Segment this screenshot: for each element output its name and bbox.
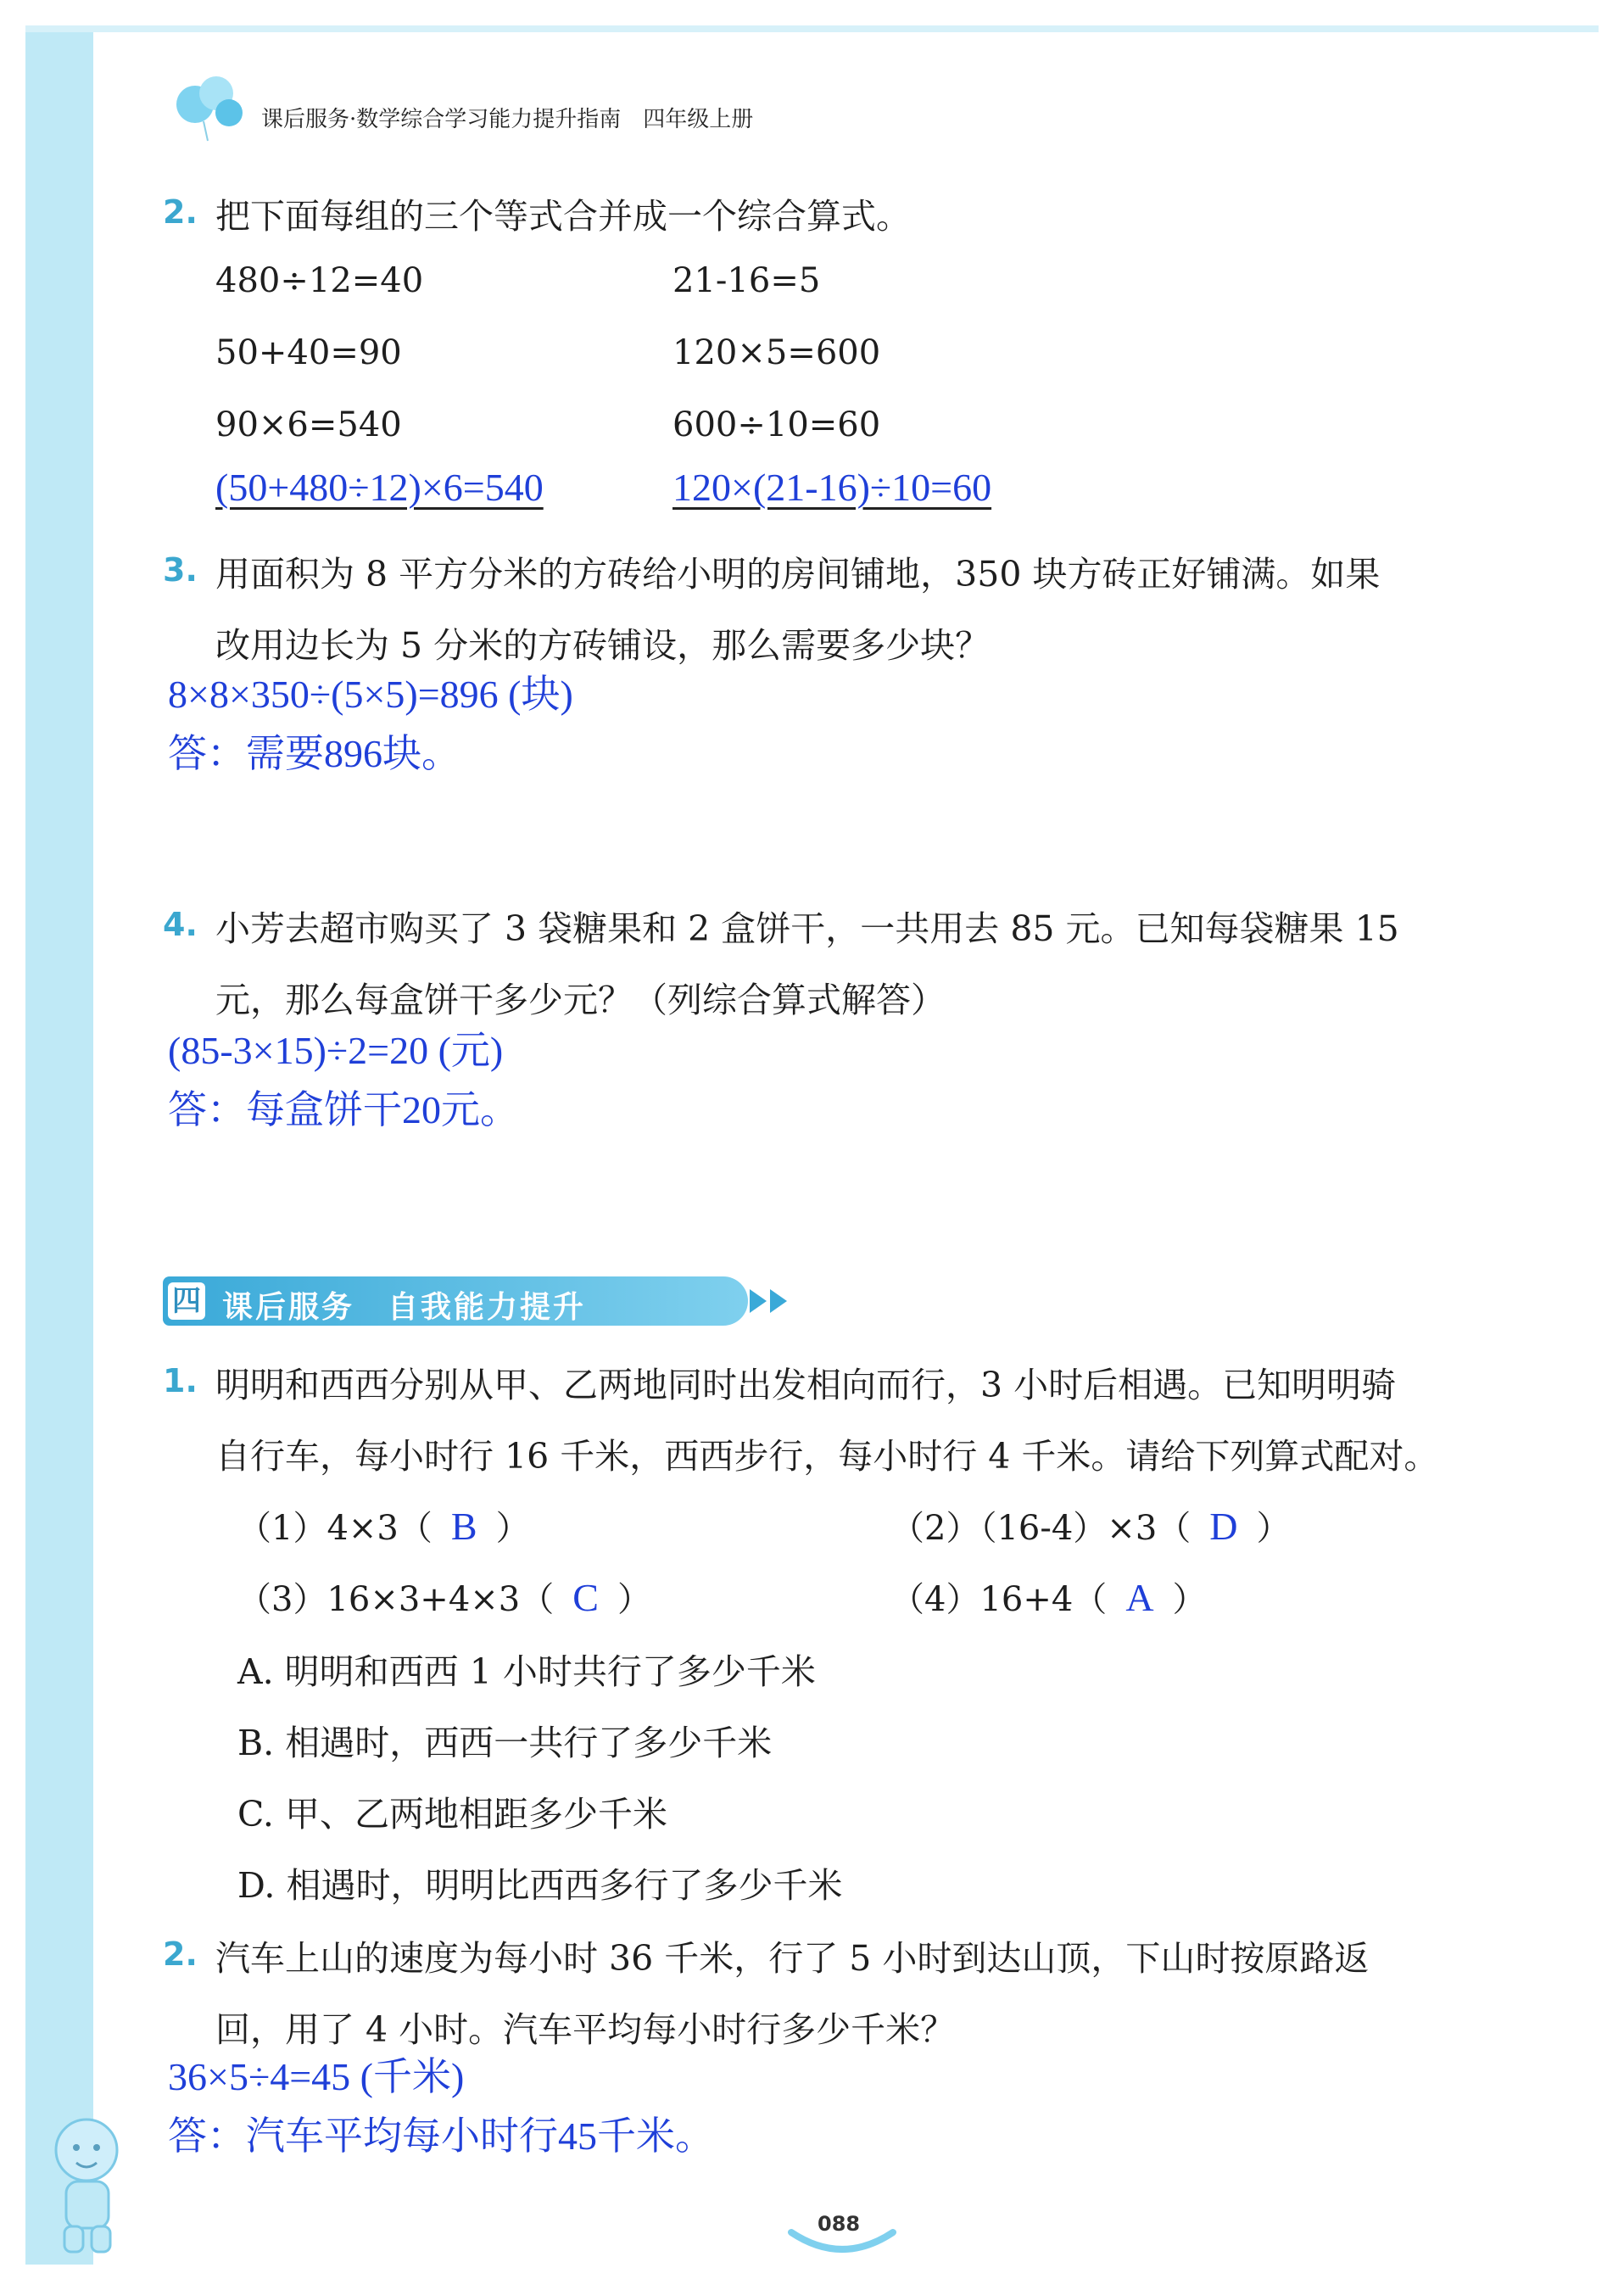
question-number: 1.	[163, 1362, 198, 1399]
match-item	[890, 1501, 1291, 1550]
match-close: ）	[495, 1509, 530, 1548]
match-answer: B	[450, 1505, 477, 1548]
page-number: 088	[818, 2212, 861, 2236]
cartoon-boy-icon	[34, 2103, 144, 2265]
question-number: 2.	[163, 193, 198, 231]
answer-calculation: (85-3×15)÷2=20 (元)	[168, 1029, 504, 1072]
section-title: 课后服务 自我能力提升	[222, 1290, 587, 1325]
balloon-icon	[170, 66, 254, 142]
left-decor-bar	[25, 25, 93, 2265]
equation: 480÷12=40	[215, 261, 424, 300]
question-text-line1: 明明和西西分别从甲、乙两地同时出发相向而行，3 小时后相遇。已知明明骑	[215, 1365, 1397, 1405]
equation: 90×6=540	[215, 405, 402, 444]
equation: 21-16=5	[672, 261, 821, 300]
question-number: 4.	[163, 906, 198, 943]
answer-expression: (50+480÷12)×6=540	[215, 466, 544, 509]
equation: 50+40=90	[215, 333, 402, 372]
option-c: C. 甲、乙两地相距多少千米	[237, 1794, 667, 1835]
question-text-line1: 用面积为 8 平方分米的方砖给小明的房间铺地，350 块方砖正好铺满。如果	[215, 554, 1381, 595]
option-b: B. 相遇时，西西一共行了多少千米	[237, 1723, 773, 1763]
answer-statement: 答：需要896块。	[168, 732, 460, 775]
match-item	[890, 1572, 1207, 1621]
match-expression: （4）16+4（	[890, 1580, 1108, 1619]
question-number: 3.	[163, 551, 198, 589]
option-a: A. 明明和西西 1 小时共行了多少千米	[237, 1651, 816, 1692]
match-answer: D	[1209, 1505, 1238, 1548]
match-item	[237, 1501, 530, 1550]
match-item	[237, 1572, 651, 1621]
top-decor-bar	[25, 25, 1599, 32]
equation: 120×5=600	[672, 333, 881, 372]
match-expression: （3）16×3+4×3（	[237, 1580, 555, 1619]
question-text-line2: 回，用了 4 小时。汽车平均每小时行多少千米？	[215, 2009, 956, 2050]
question-text-line1: 汽车上山的速度为每小时 36 千米，行了 5 小时到达山顶，下山时按原路返	[215, 1938, 1370, 1979]
match-expression: （1）4×3（	[237, 1509, 433, 1548]
answer-expression: 120×(21-16)÷10=60	[672, 466, 992, 509]
equation: 600÷10=60	[672, 405, 881, 444]
option-d: D. 相遇时，明明比西西多行了多少千米	[237, 1865, 843, 1906]
section-number: 四	[168, 1282, 205, 1320]
question-text-line2: 改用边长为 5 分米的方砖铺设，那么需要多少块？	[215, 625, 991, 666]
question-text-line1: 小芳去超市购买了 3 袋糖果和 2 盒饼干，一共用去 85 元。已知每袋糖果 15	[215, 908, 1399, 949]
question-text-line2: 自行车，每小时行 16 千米，西西步行，每小时行 4 千米。请给下列算式配对。	[215, 1436, 1439, 1477]
section-banner	[163, 1276, 748, 1326]
answer-statement: 答：汽车平均每小时行45千米。	[168, 2114, 714, 2158]
match-expression: （2）（16-4）×3（	[890, 1509, 1191, 1548]
match-answer: C	[572, 1576, 599, 1619]
answer-calculation: 36×5÷4=45 (千米)	[168, 2055, 465, 2098]
match-close: ）	[1256, 1509, 1291, 1548]
question-text-line2: 元，那么每盒饼干多少元？（列综合算式解答）	[215, 980, 946, 1020]
question-number: 2.	[163, 1935, 198, 1973]
answer-calculation: 8×8×350÷(5×5)=896 (块)	[168, 673, 573, 716]
page-header-title: 课后服务·数学综合学习能力提升指南 四年级上册	[261, 107, 754, 132]
match-close: ）	[1172, 1580, 1207, 1619]
answer-statement: 答：每盒饼干20元。	[168, 1088, 519, 1131]
match-answer: A	[1125, 1576, 1154, 1619]
double-arrow-icon	[750, 1286, 797, 1316]
match-close: ）	[617, 1580, 651, 1619]
question-text: 把下面每组的三个等式合并成一个综合算式。	[215, 196, 911, 237]
